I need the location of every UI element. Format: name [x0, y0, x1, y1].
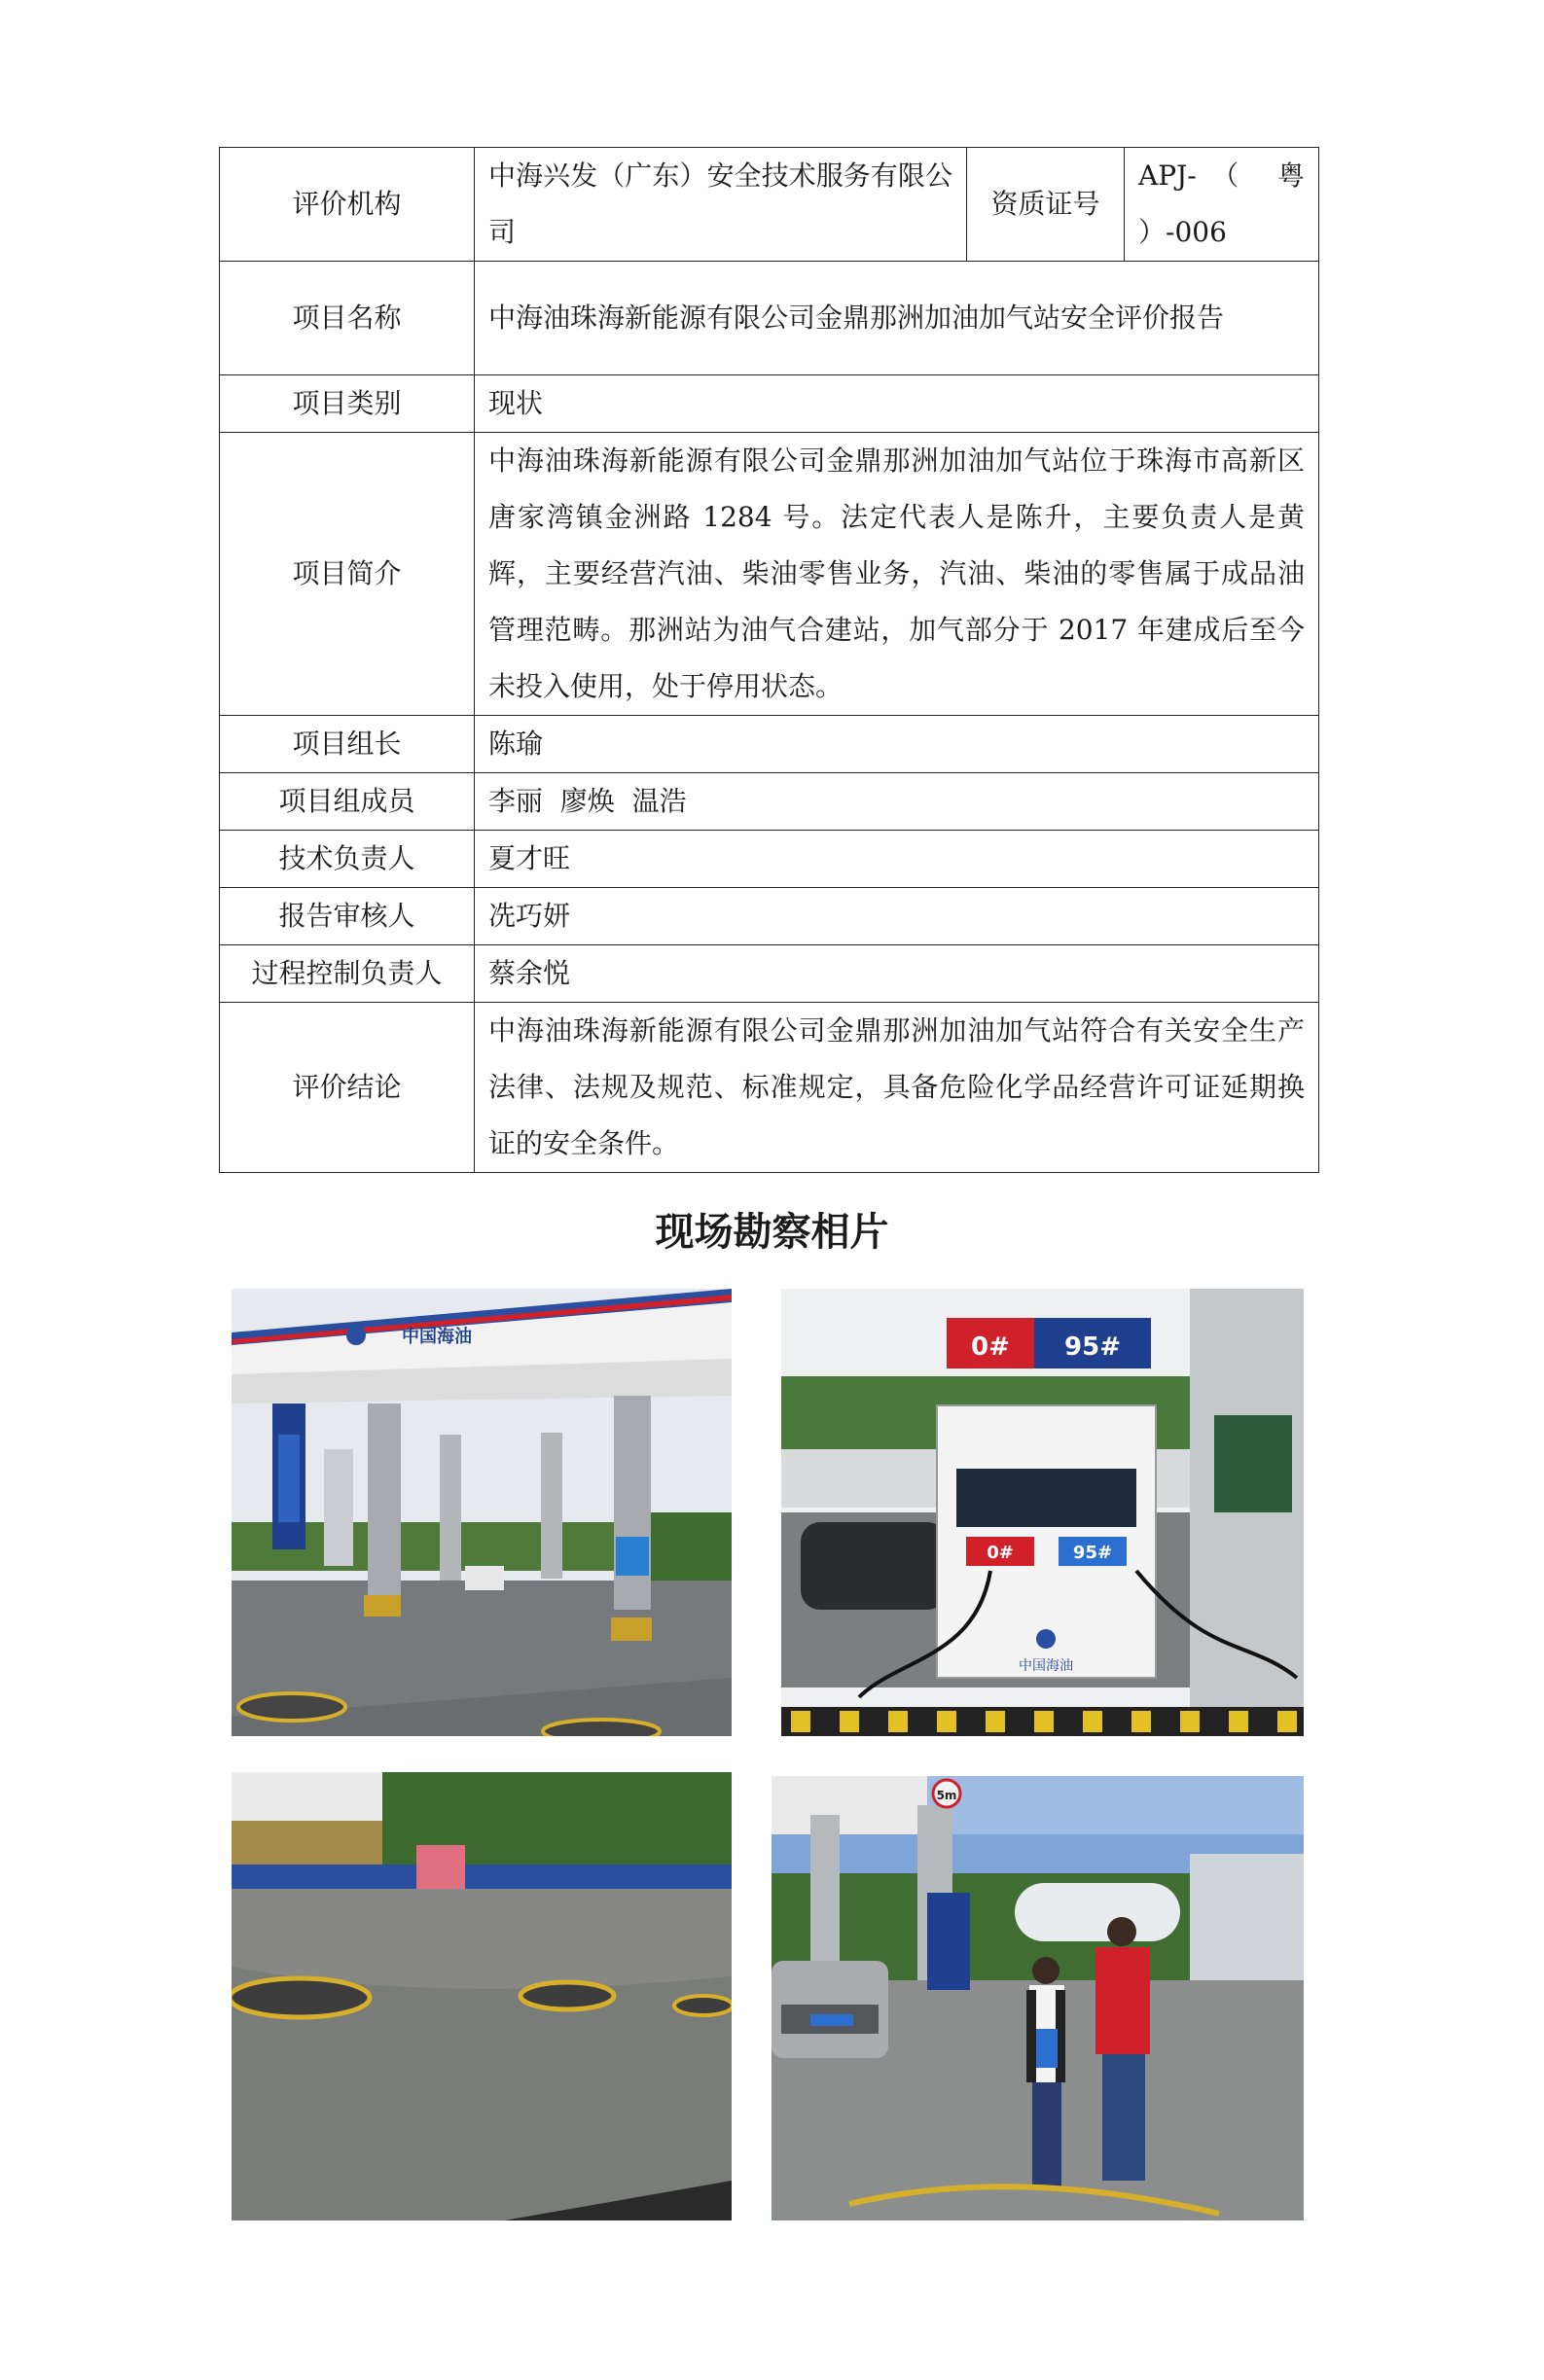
conclusion-value: 中海油珠海新能源有限公司金鼎那洲加油加气站符合有关安全生产法律、法规及规范、标准规定，具备危险化学品经营许可证延期换证的安全条件。	[475, 1003, 1319, 1173]
table-row	[220, 888, 1319, 945]
table-row	[220, 831, 1319, 888]
pump-label-left: 0#	[987, 1543, 1014, 1563]
person-right	[1095, 1917, 1150, 2181]
name-label: 项目名称	[220, 262, 475, 375]
table-row	[220, 773, 1319, 831]
evaluation-info-table	[219, 147, 1319, 1173]
leader-label: 项目组长	[220, 716, 475, 773]
photo-inspection-staff	[772, 1776, 1304, 2220]
table-row	[220, 262, 1319, 375]
table-row	[220, 433, 1319, 716]
review-label: 报告审核人	[220, 888, 475, 945]
process-value: 蔡余悦	[475, 945, 1319, 1003]
org-label: 评价机构	[220, 148, 475, 262]
tech-value: 夏才旺	[475, 831, 1319, 888]
org-value: 中海兴发（广东）安全技术服务有限公司	[475, 148, 967, 262]
conclusion-label: 评价结论	[220, 1003, 475, 1173]
photo-fuel-dispenser	[781, 1289, 1304, 1736]
pump-label-right: 95#	[1072, 1543, 1113, 1563]
photo-tank-area	[232, 1772, 732, 2220]
canopy-sign: 中国海油	[402, 1327, 472, 1347]
intro-value: 中海油珠海新能源有限公司金鼎那洲加油加气站位于珠海市高新区唐家湾镇金洲路 1284 号。法定代表人是陈升，主要负责人是黄辉，主要经营汽油、柴油零售业务，汽油、柴油的零售属于成品油管理范畴。那洲站为油气合建站，加气部分于 2017 年建成后至今未投入使用，处于停用状态。	[475, 433, 1319, 716]
height-mark: 5m	[936, 1789, 957, 1802]
type-label: 项目类别	[220, 375, 475, 433]
table-row	[220, 148, 1319, 262]
person-left	[1026, 1957, 1065, 2189]
section-title: 现场勘察相片	[655, 1210, 889, 1255]
pump-sign-right: 95#	[1064, 1332, 1121, 1362]
table-row	[220, 945, 1319, 1003]
process-label: 过程控制负责人	[220, 945, 475, 1003]
type-value: 现状	[475, 375, 1319, 433]
members-value: 李丽 廖焕 温浩	[475, 773, 1319, 831]
table-row	[220, 1003, 1319, 1173]
cert-value: APJ-（ 粤 ）-006	[1125, 148, 1319, 262]
table-row	[220, 375, 1319, 433]
table-row	[220, 716, 1319, 773]
photo-station-canopy	[232, 1289, 732, 1736]
pump-sign-left: 0#	[971, 1332, 1010, 1362]
pump-brand: 中国海油	[1019, 1658, 1073, 1674]
review-value: 冼巧妍	[475, 888, 1319, 945]
tech-label: 技术负责人	[220, 831, 475, 888]
members-label: 项目组成员	[220, 773, 475, 831]
leader-value: 陈瑜	[475, 716, 1319, 773]
name-value: 中海油珠海新能源有限公司金鼎那洲加油加气站安全评价报告	[475, 262, 1319, 375]
cert-label: 资质证号	[967, 148, 1125, 262]
intro-label: 项目简介	[220, 433, 475, 716]
